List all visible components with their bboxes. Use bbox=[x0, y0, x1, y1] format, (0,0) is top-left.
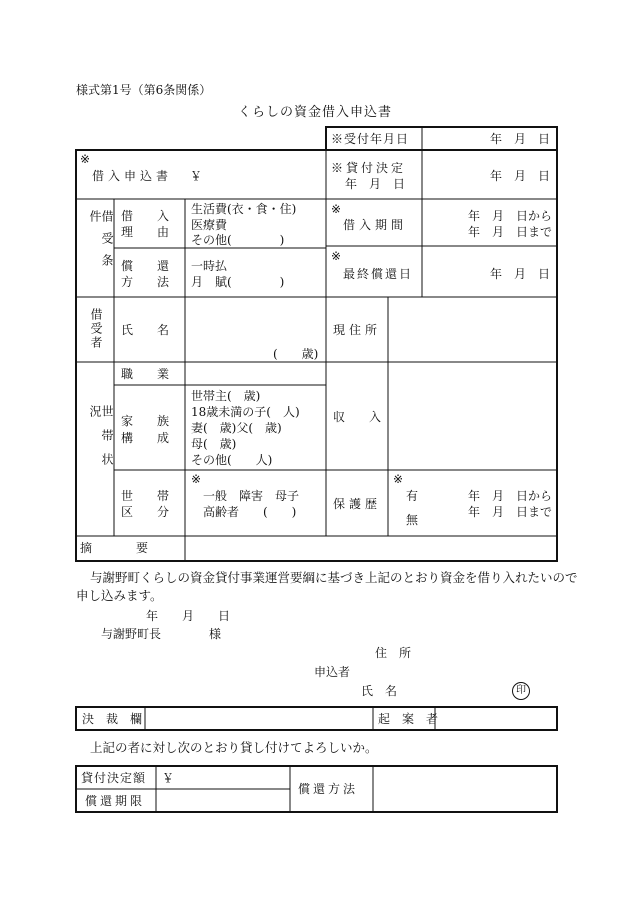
reason-item: その他( ) bbox=[191, 233, 285, 247]
borrower-label: 借受者 bbox=[89, 308, 103, 350]
repay-method-label-2: 方 法 bbox=[121, 275, 170, 289]
repay-method-label-1: 償 還 bbox=[121, 259, 170, 273]
protection-label: 保護歴 bbox=[333, 497, 382, 511]
protection-no: 無 bbox=[406, 513, 419, 527]
final-repay-date: 年 月 日 bbox=[490, 267, 551, 281]
protection-yes: 有 bbox=[406, 489, 419, 503]
borrow-period-to: 年 月 日まで bbox=[468, 225, 553, 239]
decision-column-label: 決 裁 欄 bbox=[82, 712, 143, 726]
application-date: 年 月 日 bbox=[146, 609, 231, 623]
reason-label-2: 理 由 bbox=[121, 225, 170, 239]
family-item: 母( 歳) bbox=[191, 437, 237, 451]
occupation-label: 職 業 bbox=[121, 367, 170, 381]
reason-label-1: 借 入 bbox=[121, 209, 170, 223]
repay-period-label: 償還期限 bbox=[85, 794, 146, 808]
protection-to: 年 月 日まで bbox=[468, 505, 553, 519]
asterisk-mark: ※ bbox=[331, 249, 342, 263]
drafter-label: 起 案 者 bbox=[378, 712, 439, 726]
reason-item: 生活費(衣・食・住) bbox=[191, 202, 297, 216]
family-label-1: 家 族 bbox=[121, 414, 170, 428]
household-class-label-1: 世 帯 bbox=[121, 489, 170, 503]
age-label: ( 歳) bbox=[273, 347, 319, 361]
family-item: 18歳未満の子( 人) bbox=[191, 405, 300, 419]
loan-amount-yen: ￥ bbox=[162, 771, 175, 785]
asterisk-mark: ※ bbox=[331, 202, 342, 216]
loan-decision-right-date: 年 月 日 bbox=[490, 169, 551, 183]
statement-line-1: 与謝野町くらしの資金貸付事業運営要綱に基づき上記のとおり資金を借り入れたいので bbox=[90, 570, 578, 585]
final-repay-label: 最終償還日 bbox=[343, 267, 414, 281]
page-title: くらしの資金借入申込書 bbox=[238, 105, 393, 120]
address-label: 現住所 bbox=[333, 323, 382, 337]
loan-application-label: 借入申込書 bbox=[92, 169, 173, 183]
loan-decision-date: 年 月 日 bbox=[345, 177, 406, 191]
borrow-period-from: 年 月 日から bbox=[468, 209, 553, 223]
applicant-label: 申込者 bbox=[314, 665, 351, 679]
summary-label: 摘 要 bbox=[80, 541, 151, 555]
applicant-address-label: 住 所 bbox=[375, 646, 412, 660]
protection-from: 年 月 日から bbox=[468, 489, 553, 503]
household-class-options: 一般 障害 母子 bbox=[203, 489, 300, 503]
receipt-date-label: ※受付年月日 bbox=[331, 132, 410, 146]
receipt-date-value: 年 月 日 bbox=[490, 132, 551, 146]
family-item: 世帯主( 歳) bbox=[191, 389, 261, 403]
repay-method-label: 償還方法 bbox=[298, 782, 359, 796]
form-number: 様式第1号（第6条関係） bbox=[76, 83, 212, 97]
asterisk-mark: ※ bbox=[393, 472, 404, 486]
loan-amount-label: 貸付決定額 bbox=[81, 771, 147, 785]
household-class-label-2: 区 分 bbox=[121, 505, 170, 519]
repay-item: 一時払 bbox=[191, 259, 228, 273]
applicant-name-label: 氏 名 bbox=[361, 684, 398, 698]
borrow-period-label: 借入期間 bbox=[343, 218, 408, 232]
asterisk-mark: ※ bbox=[80, 152, 91, 166]
asterisk-mark: ※ bbox=[191, 472, 202, 486]
reason-item: 医療費 bbox=[191, 218, 228, 232]
loan-decision-label: ※貸付決定 bbox=[331, 161, 407, 175]
addressee: 与謝野町長 様 bbox=[101, 627, 222, 641]
name-label: 氏 名 bbox=[121, 323, 170, 337]
family-item: その他( 人) bbox=[191, 453, 273, 467]
household-class-options-2: 高齢者 ( ) bbox=[203, 505, 297, 519]
statement-line-2: 申し込みます。 bbox=[76, 588, 163, 603]
borrowing-conditions-label: 借受条件 bbox=[88, 210, 114, 276]
seal-mark: 印 bbox=[512, 682, 530, 700]
yen-mark: ￥ bbox=[190, 169, 203, 183]
family-label-2: 構 成 bbox=[121, 431, 170, 445]
loan-approval-statement: 上記の者に対し次のとおり貸し付けてよろしいか。 bbox=[90, 740, 378, 755]
repay-item: 月 賦( ) bbox=[191, 275, 285, 289]
household-label: 世帯状況 bbox=[88, 405, 114, 477]
family-item: 妻( 歳)父( 歳) bbox=[191, 421, 282, 435]
income-label: 収 入 bbox=[333, 410, 382, 424]
